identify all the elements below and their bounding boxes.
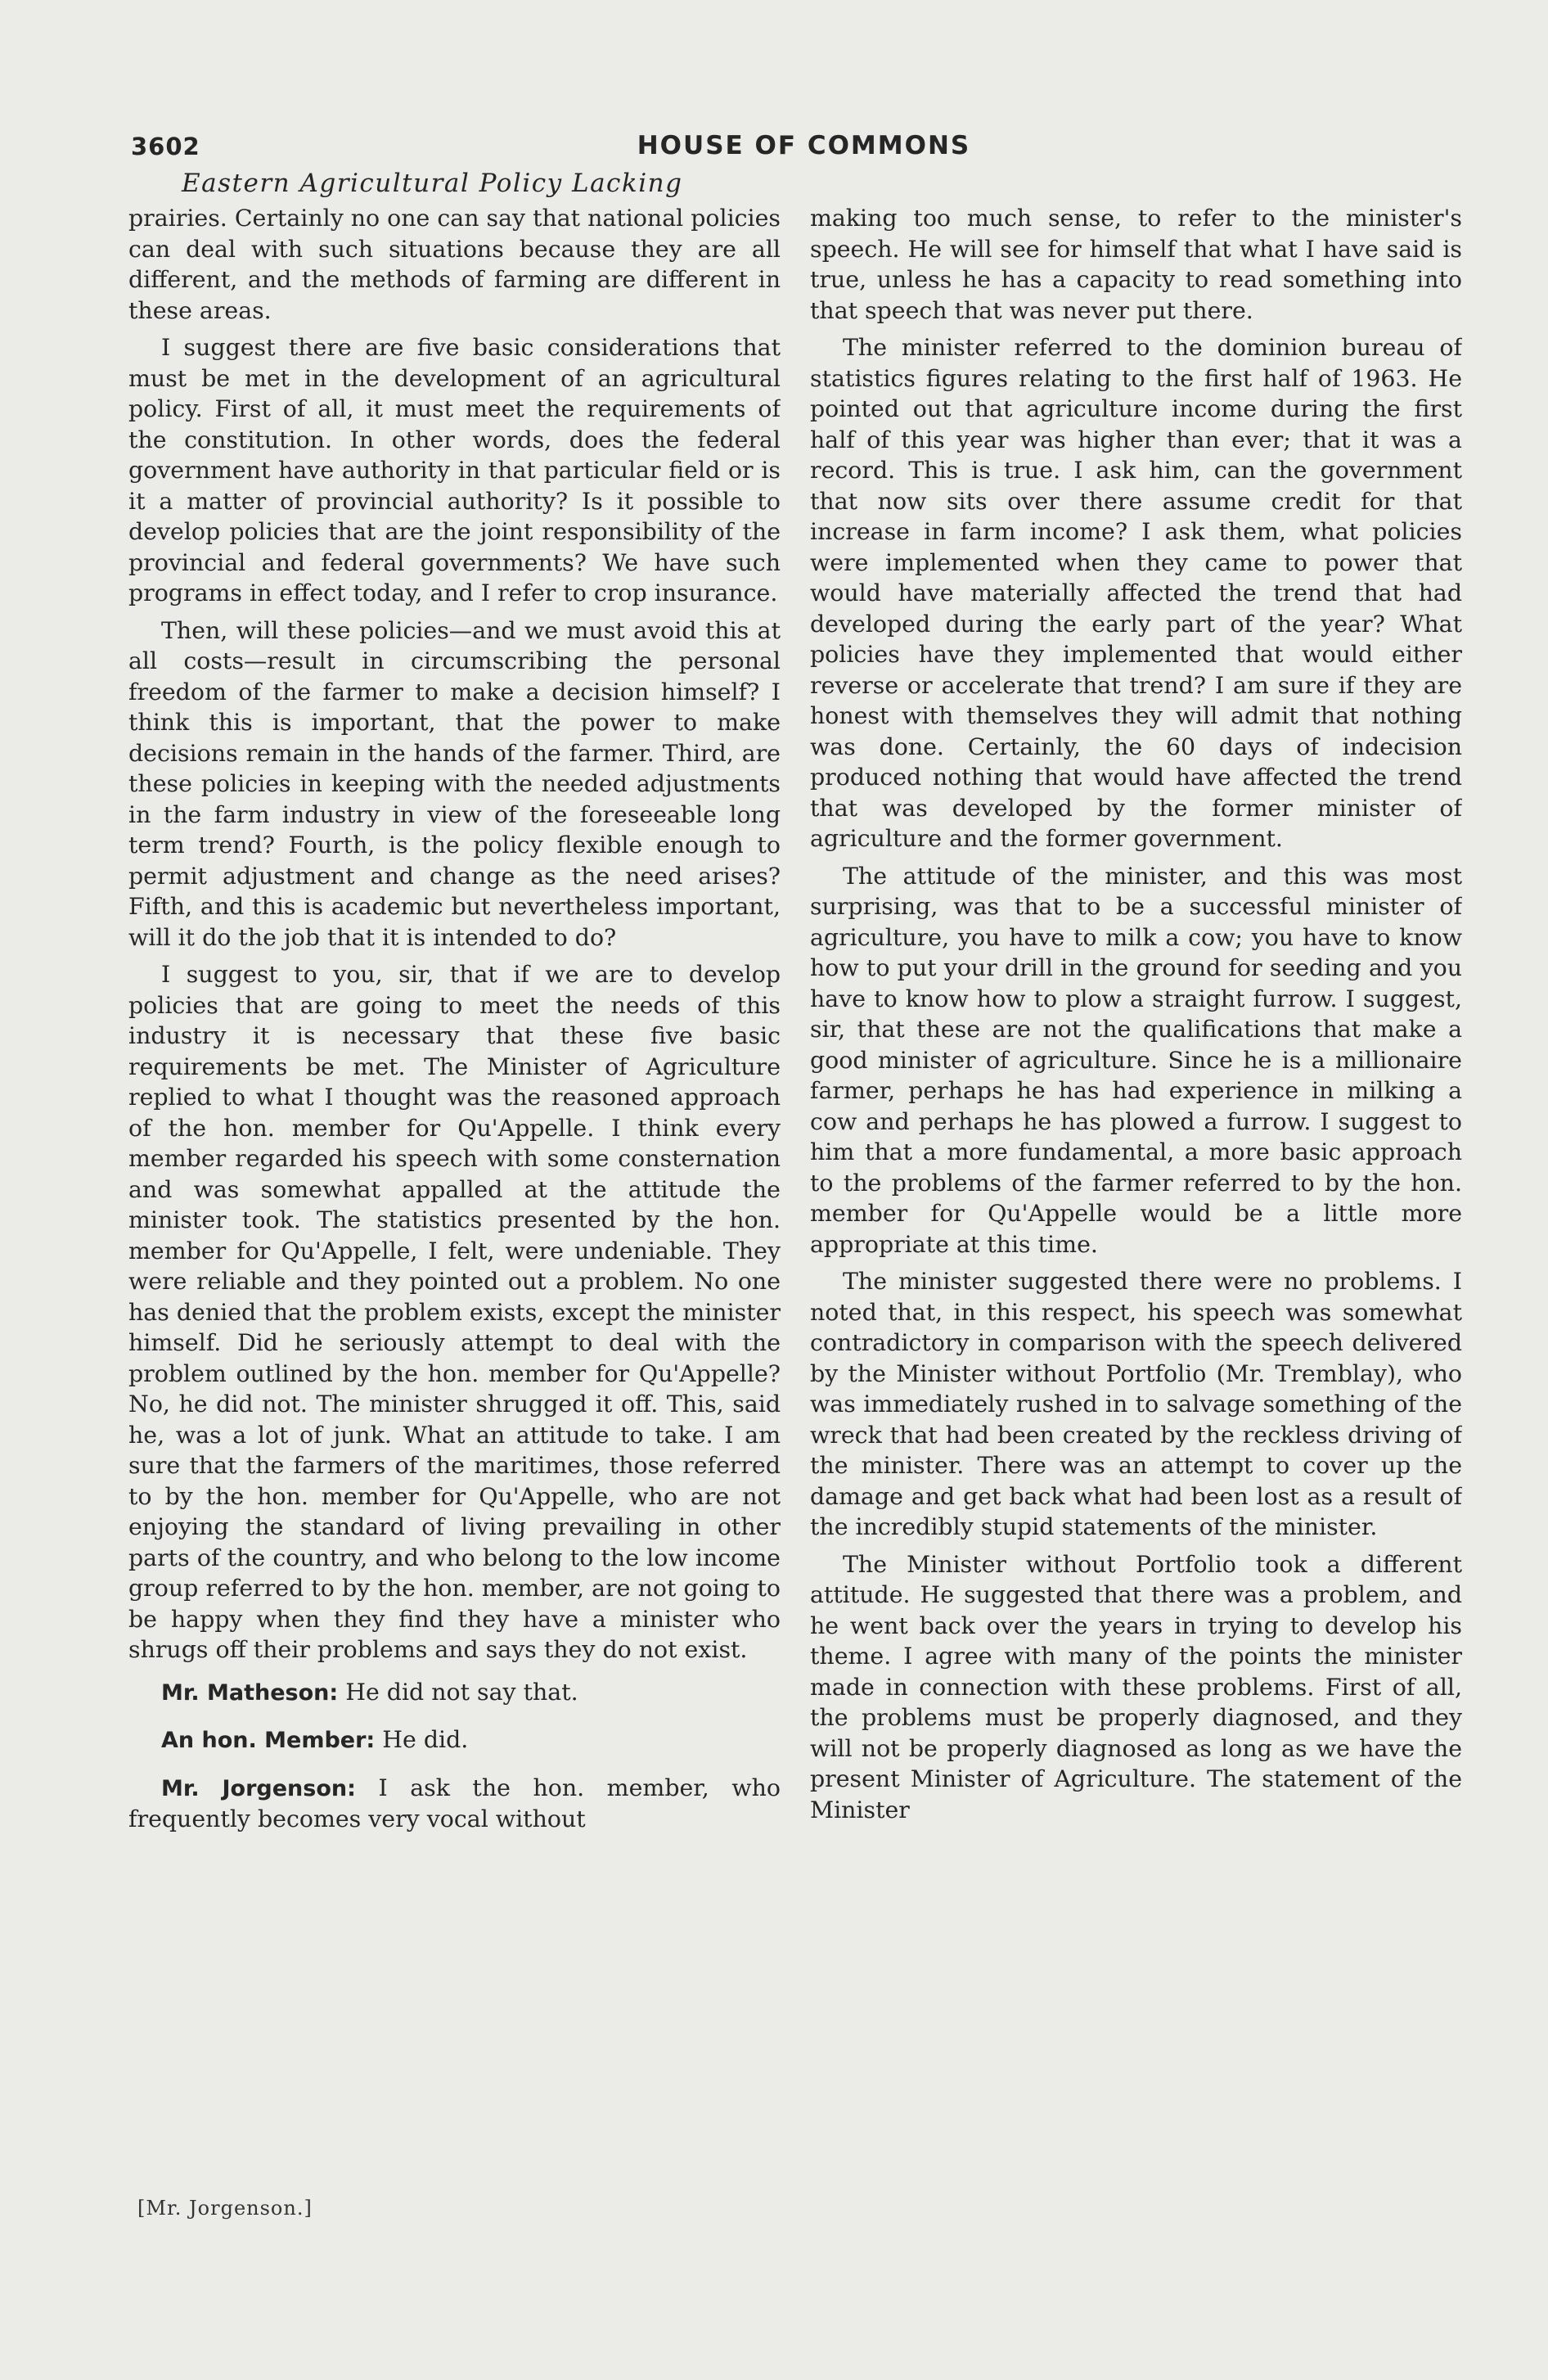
page-header [131,128,1477,170]
speech-text: He did not say that. [338,1678,578,1706]
running-title: HOUSE OF COMMONS [637,131,971,160]
speaker-name: An hon. Member: [161,1728,376,1753]
speaker-paragraph [128,1677,781,1709]
speaker-name: Mr. Jorgenson: [161,1775,356,1801]
paragraph: I suggest to you, sir, that if we are to develop policies that are going to meet the needs of this industry it is necessary that these five basic requirements be met. The Minister of Agriculture replied to what I thought was the reasoned approach of the hon. member for Qu'Appelle. I think every member regarded his speech with some consternation and was somewhat appalled at the attitude the minister took. The statistics presented by the hon. member for Qu'Appelle, I felt, were undeniable. They were reliable and they pointed out a problem. No one has denied that the problem exists, except the minister himself. Did he seriously attempt to deal with the problem outlined by the hon. member for Qu'Appelle? No, he did not. The minister shrugged it off. This, said he, was a lot of junk. What an attitude to take. I am sure that the farmers of the maritimes, those referred to by the hon. member for Qu'Appelle, who are not enjoying the standard of living prevailing in other parts of the country, and who belong to the low income group referred to by the hon. member, are not going to be happy when they find they have a minister who shrugs off their problems and says they do not exist. [128,961,781,1663]
speech-text: I ask the hon. member, who frequently becomes very vocal without [128,1774,781,1832]
paragraph: The Minister without Portfolio took a different attitude. He suggested that there was a problem, and he went back over the years in trying to develop his theme. I agree with many of the points the minister made in connection with these problems. First of all, the problems must be properly diagnosed, and they will not be properly diagnosed as long as we have the present Minister of Agriculture. The statement of the Minister [810,1550,1462,1823]
speech-text: He did. [375,1726,469,1753]
speaker-footer-note: [Mr. Jorgenson.] [137,2197,313,2220]
paragraph: prairies. Certainly no one can say that national policies can deal with such situations because they are all different, and the methods of farming are different in these areas. [128,205,781,324]
page-number: 3602 [131,133,200,160]
paragraph: The minister referred to the dominion bureau of statistics figures relating to the first half of 1963. He pointed out that agriculture income during the first half of this year was higher than ever; that it was a record. This is true. I ask him, can the government that now sits over there assume credit for that increase in farm income? I ask them, what policies were implemented when they came to power that would have materially affected the trend that had developed during the early part of the year? What policies have they implemented that would either reverse or accelerate that trend? I am sure if they are honest with themselves they will admit that nothing was done. Certainly, the 60 days of indecision produced nothing that would have affected the trend that was developed by the former minister of agriculture and the former government. [810,334,1462,852]
paragraph: The attitude of the minister, and this was most surprising, was that to be a successful minister of agriculture, you have to milk a cow; you have to know how to put your drill in the ground for seeding and you have to know how to plow a straight furrow. I suggest, sir, that these are not the qualifications that make a good minister of agriculture. Since he is a millionaire farmer, perhaps he has had experience in milking a cow and perhaps he has plowed a furrow. I suggest to him that a more fundamental, a more basic approach to the problems of the farmer referred to by the hon. member for Qu'Appelle would be a little more appropriate at this time. [810,862,1462,1258]
speaker-name: Mr. Matheson: [161,1679,339,1706]
left-column [128,203,781,2197]
speaker-paragraph [128,1724,781,1756]
speaker-paragraph [128,1773,781,1835]
paragraph: I suggest there are five basic considerations that must be met in the development of an agricultural policy. First of all, it must meet the requirements of the constitution. In other words, does the federal government have authority in that particular field or is it a matter of provincial authority? Is it possible to develop policies that are the joint responsibility of the provincial and federal governments? We have such programs in effect today, and I refer to crop insurance. [128,334,781,606]
section-subheading: Eastern Agricultural Policy Lacking [182,169,683,198]
paragraph: making too much sense, to refer to the minister's speech. He will see for himself that what I have said is true, unless he has a capacity to read something into that speech that was never put there. [810,205,1462,324]
right-column [810,203,1462,2197]
paragraph: Then, will these policies—and we must avoid this at all costs—result in circumscribing the personal freedom of the farmer to make a decision himself? I think this is important, that the power to make decisions remain in the hands of the farmer. Third, are these policies in keeping with the needed adjustments in the farm industry in view of the foreseeable long term trend? Fourth, is the policy flexible enough to permit adjustment and change as the need arises? Fifth, and this is academic but nevertheless important, will it do the job that it is intended to do? [128,616,781,951]
paragraph: The minister suggested there were no problems. I noted that, in this respect, his speech was somewhat contradictory in comparison with the speech delivered by the Minister without Portfolio (Mr. Tremblay), who was immediately rushed in to salvage something of the wreck that had been created by the reckless driving of the minister. There was an attempt to cover up the damage and get back what had been lost as a result of the incredibly stupid statements of the minister. [810,1268,1462,1540]
